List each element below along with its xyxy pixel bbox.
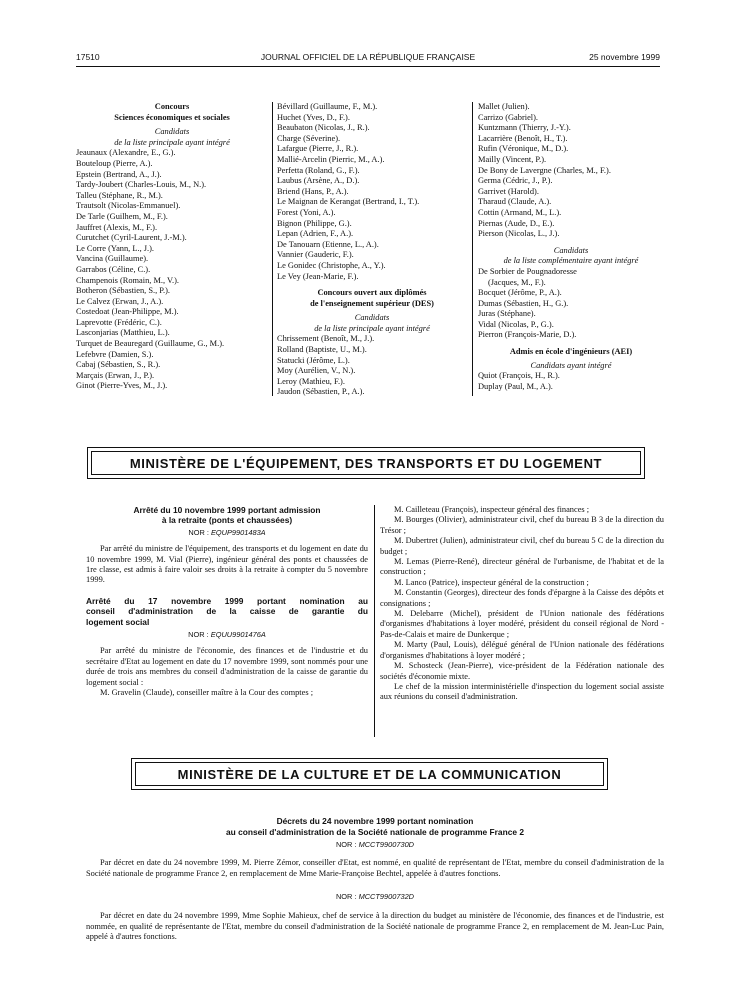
ministry-banner: [87, 447, 645, 479]
member-item: M. Delebarre (Michel), président de l'Union nationale des fédérations d'organismes d'habitations à loyer modéré, président du conseil régional de Nord - Pas-de-Calais et maire de Dunkerque ;: [380, 609, 664, 639]
nor-reference: NOR : MCCT9900732D: [335, 891, 415, 901]
nor-reference: NOR : MCCT9900730D: [335, 839, 415, 849]
list-item: Germa (Cédric, J., P.).: [478, 176, 553, 186]
list-item: Garrabos (Céline, C.).: [76, 264, 151, 274]
list-item: Moy (Aurélien, V., N.).: [277, 366, 356, 376]
list-item: Le Corre (Yann, L., J.).: [76, 243, 154, 253]
list-subheading: Candidats: [354, 313, 390, 323]
arrete-body: Par arrêté du ministre de l'économie, des finances et de l'industrie et du secrétaire d'Etat au logement en date du 17 novembre 1999, sont nommés pour une durée de trois ans membres du conseil d'administration de la caisse de garantie du logement social :: [86, 646, 368, 687]
concours-column-1: [76, 102, 268, 392]
list-item: Bignon (Philippe, G.).: [277, 218, 352, 228]
section-heading: de l'enseignement supérieur (DES): [310, 298, 434, 308]
list-item: Vancina (Guillaume).: [76, 254, 149, 264]
list-item: Lefebvre (Damien, S.).: [76, 349, 154, 359]
list-item: Leroy (Mathieu, F.).: [277, 376, 345, 386]
page-header: [76, 52, 660, 66]
ministry-1-right-column: [380, 505, 664, 703]
decrets-title: au conseil d'administration de la Société nationale de programme France 2: [226, 826, 524, 837]
list-item: Kuntzmann (Thierry, J.-Y.).: [478, 123, 571, 133]
list-item: Cottin (Armand, M., L.).: [478, 207, 562, 217]
arrete-title: à la retraite (ponts et chaussées): [161, 515, 293, 526]
concours-column-3: [478, 102, 664, 392]
member-item: Le chef de la mission interministérielle d'inspection du logement social assiste aux réunions du conseil d'administration.: [380, 681, 664, 702]
section-heading: Concours: [154, 102, 190, 111]
list-item: Forest (Yoni, A.).: [277, 207, 336, 217]
list-item: Quiot (François, H., R.).: [478, 371, 560, 381]
section-heading: Concours ouvert aux diplômés: [317, 288, 427, 298]
list-item: Mallet (Julien).: [478, 102, 530, 111]
list-item: Pierron (François-Marie, D.).: [478, 330, 577, 340]
list-item: Charge (Séverine).: [277, 133, 341, 143]
list-item: Rufin (Véronique, M., D.).: [478, 144, 569, 154]
list-subheading: de la liste complémentaire ayant intégré: [503, 256, 639, 266]
list-item: Rolland (Baptiste, U., M.).: [277, 345, 367, 355]
member-item: M. Schosteck (Jean-Pierre), vice-président de la Fédération nationale des sociétés d'économie mixte.: [380, 661, 664, 681]
list-item: Carrizo (Gabriel).: [478, 112, 538, 122]
arrete-title: Arrêté du 10 novembre 1999 portant admission: [133, 505, 321, 515]
list-item: De Tanouarn (Etienne, L., A.).: [277, 239, 379, 249]
list-item: Mallié-Arcelin (Pierric, M., A.).: [277, 154, 385, 164]
list-item: Vannier (Gauderic, F.).: [277, 250, 354, 260]
list-item: Botheron (Sébastien, S., P.).: [76, 286, 170, 296]
header-rule: [76, 66, 660, 67]
list-item: Statucki (Jérôme, L.).: [277, 355, 350, 365]
list-item: De Sorbier de Pougnadoresse: [478, 266, 577, 276]
list-subheading: de la liste principale ayant intégré: [314, 323, 430, 333]
nor-reference: NOR : EQUU9901476A: [188, 630, 266, 640]
list-item: Beaubaton (Nicolas, J., R.).: [277, 123, 370, 133]
list-item: Champenois (Romain, M., V.).: [76, 275, 179, 285]
list-item: Le Gonidec (Christophe, A., Y.).: [277, 260, 386, 270]
list-item: Laprevotte (Frédéric, C.).: [76, 317, 162, 327]
list-item: Lasconjarias (Matthieu, L.).: [76, 328, 170, 338]
ministry-title: MINISTÈRE DE L'ÉQUIPEMENT, DES TRANSPORTS ET DU LOGEMENT: [91, 451, 641, 475]
ministry-2-content: [86, 816, 664, 943]
list-item: Turquet de Beauregard (Guillaume, G., M.).: [76, 339, 225, 349]
list-item: Vidal (Nicolas, P., G.).: [478, 319, 554, 329]
member-item: M. Marty (Paul, Louis), délégué général de l'Union nationale des fédérations d'organismes d'habitations à loyer modéré ;: [380, 640, 664, 660]
page-number: 17510: [76, 52, 100, 62]
list-item: Ginot (Pierre-Yves, M., J.).: [76, 381, 168, 391]
arrete-body: Par arrêté du ministre de l'équipement, des transports et du logement en date du 10 novembre 1999, M. Vial (Pierre), ingénieur général des ponts et chaussées de 1re classe, est admis à faire valoir ses droits à la retraite à compter du 5 novembre 1999.: [86, 544, 368, 585]
list-item: Lepan (Adrien, F., A.).: [277, 229, 354, 239]
member-item: M. Cailleteau (François), inspecteur général des finances ;: [394, 505, 590, 514]
list-item: Jeaunaux (Alexandre, E., G.).: [76, 148, 176, 158]
list-item: Costedoat (Jean-Philippe, M.).: [76, 307, 179, 317]
list-item: Le Maignan de Kerangat (Bertrand, I., T.).: [277, 197, 420, 207]
member-item: M. Lanco (Patrice), inspecteur général de la construction ;: [394, 577, 589, 587]
list-item: Mailly (Vincent, P.).: [478, 154, 547, 164]
list-item: Trautsolt (Nicolas-Emmanuel).: [76, 201, 181, 211]
list-item: Duplay (Paul, M., A.).: [478, 381, 553, 391]
list-subheading: de la liste principale ayant intégré: [114, 137, 230, 147]
column-divider: [374, 505, 375, 737]
list-item: Garrivet (Harold).: [478, 186, 539, 196]
list-item: Jauffret (Alexis, M., F.).: [76, 222, 158, 232]
list-item: Tharaud (Claude, A.).: [478, 197, 552, 207]
arrete-title: Arrêté du 17 novembre 1999 portant nomination au: [86, 595, 368, 606]
list-item: Perfetta (Roland, G., F.).: [277, 165, 360, 175]
list-subheading: Candidats ayant intégré: [530, 360, 612, 370]
concours-column-2: [277, 102, 467, 398]
member-item: M. Lemas (Pierre-René), directeur général de l'urbanisme, de l'habitat et de la construction ;: [380, 557, 664, 577]
list-subheading: Candidats: [553, 245, 589, 255]
member-item: M. Gravelin (Claude), conseiller maître à la Cour des comptes ;: [100, 688, 314, 698]
member-item: M. Bourges (Olivier), administrateur civil, chef du bureau B 3 de la direction du Trésor ;: [380, 515, 664, 535]
list-item: De Bony de Lavergne (Charles, M., F.).: [478, 165, 611, 175]
list-item: De Tarle (Guilhem, M., F.).: [76, 211, 168, 221]
ministry-title: MINISTÈRE DE LA CULTURE ET DE LA COMMUNICATION: [135, 762, 604, 786]
member-item: M. Dubertret (Julien), administrateur civil, chef du bureau 5 C de la direction du budget ;: [380, 536, 664, 556]
ministry-1-left-column: [86, 505, 368, 699]
arrete-title: conseil d'administration de la caisse de garantie du: [86, 606, 368, 617]
list-item: Laubus (Arsène, A., D.).: [277, 176, 360, 186]
list-item: Chrissement (Benoît, M., J.).: [277, 334, 375, 344]
list-item: Bocquet (Jérôme, P., A.).: [478, 288, 562, 298]
list-item: Bévillard (Guillaume, F., M.).: [277, 102, 378, 111]
column-divider: [272, 102, 273, 396]
member-item: M. Constantin (Georges), directeur des fonds d'épargne à la Caisse des dépôts et consignations ;: [380, 588, 664, 608]
issue-date: 25 novembre 1999: [589, 52, 660, 62]
ministry-banner: [131, 758, 608, 790]
list-subheading: Candidats: [154, 127, 190, 137]
list-item: Marçais (Erwan, J., P.).: [76, 370, 155, 380]
list-item: Talleu (Stéphane, R., M.).: [76, 190, 163, 200]
list-item: Le Vey (Jean-Marie, F.).: [277, 271, 359, 281]
list-item: Pierson (Nicolas, L., J.).: [478, 229, 560, 239]
list-item: Briend (Hans, P., A.).: [277, 186, 349, 196]
list-item: Le Calvez (Erwan, J., A.).: [76, 296, 164, 306]
list-item: Piernas (Aude, D., E.).: [478, 218, 555, 228]
decret-body: Par décret en date du 24 novembre 1999, M. Pierre Zémor, conseiller d'Etat, est nommé, en qualité de représentant de l'Etat, membre du conseil d'administration de la Société nationale de programme France 2, en remplacement de Mme Marie-Françoise Bechtel, appelée à d'autres fonctions.: [86, 858, 664, 879]
section-heading: Sciences économiques et sociales: [114, 112, 230, 122]
list-item: Lafargue (Pierre, J., R.).: [277, 144, 359, 154]
list-item: Huchet (Yves, D., F.).: [277, 112, 350, 122]
journal-title: JOURNAL OFFICIEL DE LA RÉPUBLIQUE FRANÇAISE: [260, 52, 476, 62]
list-item: Cabaj (Sébastien, S., R.).: [76, 360, 161, 370]
arrete-title: logement social: [86, 616, 150, 627]
list-item: Jaudon (Sébastien, P., A.).: [277, 387, 365, 397]
nor-reference: NOR : EQUP9901483A: [188, 527, 266, 537]
list-item: Bouteloup (Pierre, A.).: [76, 158, 153, 168]
column-divider: [472, 102, 473, 396]
decrets-title: Décrets du 24 novembre 1999 portant nomination: [276, 816, 474, 826]
list-item: Epstein (Bertrand, A., J.).: [76, 169, 162, 179]
list-item: Tardy-Joubert (Charles-Louis, M., N.).: [76, 180, 207, 190]
list-item: (Jacques, M., F.).: [488, 277, 546, 287]
list-item: Juras (Stéphane).: [478, 309, 536, 319]
section-heading: Admis en école d'ingénieurs (AEI): [509, 347, 633, 357]
decret-body: Par décret en date du 24 novembre 1999, Mme Sophie Mahieux, chef de service à la direction du budget au ministère de l'économie, des finances et de l'industrie, est nommée, en qualité de représentante de l'Etat, membre du conseil d'administration de la Société nationale de programme France 2, en remplacement de M. Jean-Luc Pain, appelé à d'autres fonctions.: [86, 910, 664, 942]
list-item: Curutchet (Cyril-Laurent, J.-M.).: [76, 233, 187, 243]
list-item: Dumas (Sébastien, H., G.).: [478, 298, 569, 308]
list-item: Lacarrière (Benoît, H., T.).: [478, 133, 568, 143]
